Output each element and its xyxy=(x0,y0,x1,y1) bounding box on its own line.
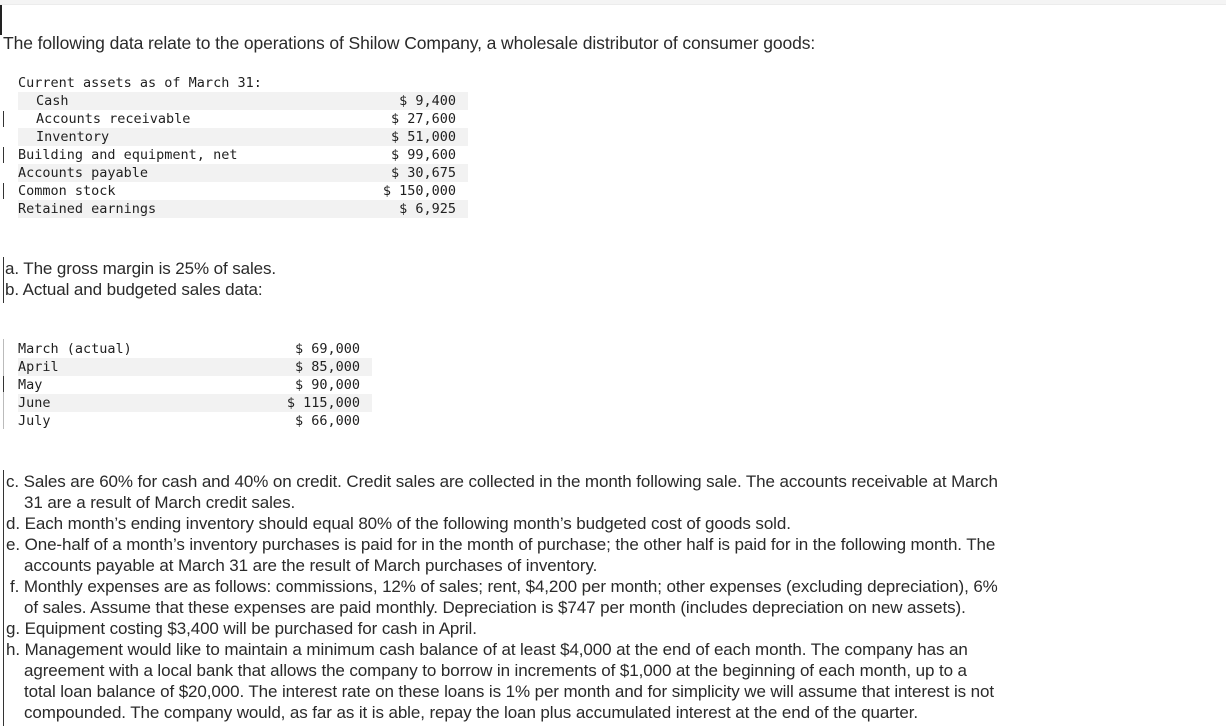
intro-text: The following data relate to the operations of Shilow Company, a wholesale distributor of consumer goods: xyxy=(3,33,816,53)
notes-bar xyxy=(3,470,4,726)
table-row xyxy=(18,146,468,164)
row-label: Inventory xyxy=(36,129,110,145)
row-value: $ 115,000 xyxy=(286,395,360,411)
row-label: Common stock xyxy=(18,183,116,199)
row-value: $ 51,000 xyxy=(390,129,456,145)
row-label: June xyxy=(18,395,51,411)
row-label: Building and equipment, net xyxy=(18,147,238,163)
table-row xyxy=(18,128,468,146)
row-value: $ 69,000 xyxy=(294,341,360,357)
table-row xyxy=(18,164,468,182)
row-label: April xyxy=(18,359,59,375)
table-row xyxy=(18,358,372,376)
balance-heading-row xyxy=(0,74,470,92)
table-row xyxy=(18,340,372,358)
row-label: July xyxy=(18,413,51,429)
notes-bar xyxy=(3,257,4,303)
row-value: $ 66,000 xyxy=(294,413,360,429)
row-value: $ 90,000 xyxy=(294,377,360,393)
row-value: $ 6,925 xyxy=(399,201,456,217)
table-row xyxy=(18,412,372,430)
balance-heading: Current assets as of March 31: xyxy=(18,75,262,91)
row-value: $ 99,600 xyxy=(390,147,456,163)
left-margin-bar xyxy=(0,5,2,35)
row-label: March (actual) xyxy=(18,341,132,357)
row-label: Cash xyxy=(36,93,69,109)
row-value: $ 85,000 xyxy=(294,359,360,375)
row-value: $ 27,600 xyxy=(390,111,456,127)
row-value: $ 30,675 xyxy=(390,165,456,181)
row-label: Accounts receivable xyxy=(36,111,191,127)
table-row xyxy=(18,182,468,200)
row-value: $ 9,400 xyxy=(399,93,456,109)
top-rule xyxy=(0,0,1226,5)
table-row xyxy=(18,200,468,218)
row-value: $ 150,000 xyxy=(382,183,456,199)
row-label: Retained earnings xyxy=(18,201,157,217)
table-row xyxy=(18,92,468,110)
table-row xyxy=(18,376,372,394)
row-label: May xyxy=(18,377,43,393)
note-a: a. The gross margin is 25% of sales. xyxy=(5,259,277,278)
table-row xyxy=(18,394,372,412)
table-row xyxy=(18,110,468,128)
row-label: Accounts payable xyxy=(18,165,149,181)
note-b: b. Actual and budgeted sales data: xyxy=(5,280,263,299)
